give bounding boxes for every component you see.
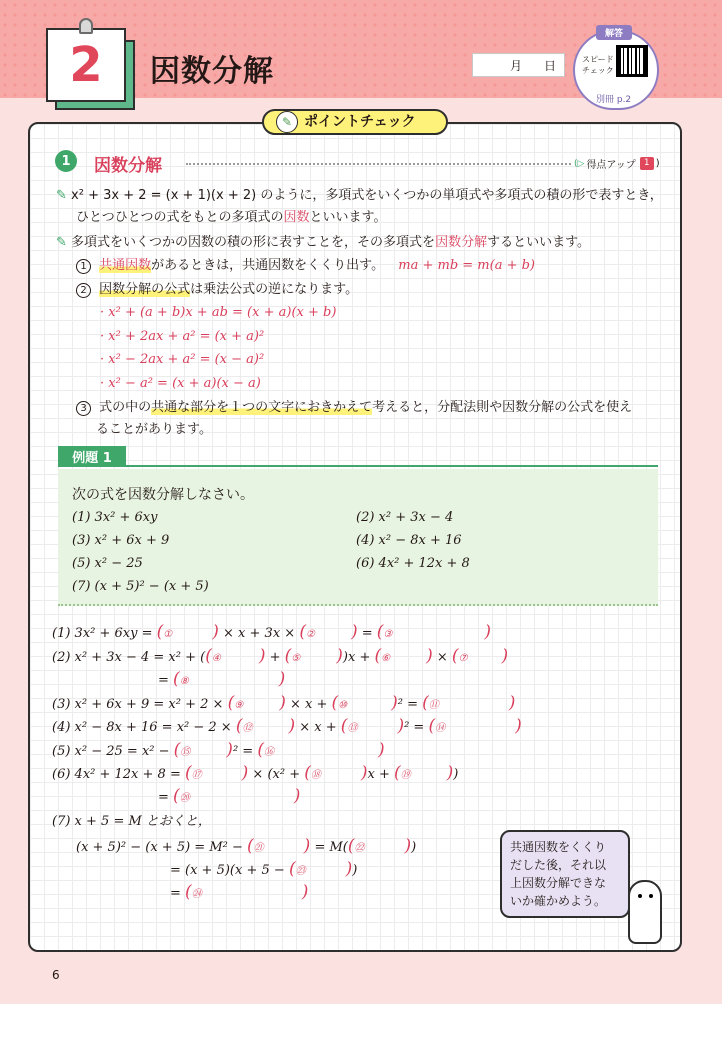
hint-bubble <box>500 830 630 918</box>
blank-2[interactable]: ② <box>305 629 315 640</box>
formula: ma + mb = m(a + b) <box>398 258 536 273</box>
sol-text: = <box>361 626 373 641</box>
blank-1[interactable]: ① <box>163 629 173 640</box>
problem-4: (4) x² − 8x + 16 <box>356 533 462 548</box>
blank-7[interactable]: ⑦ <box>458 653 468 664</box>
solution-2: (2) x² + 3x − 4 = x² + ((④ ) + (⑤ ))x + (⑥ ) × (⑦ ) <box>52 646 509 666</box>
date-month-label: 月 <box>509 58 522 73</box>
term-factorization: 因数分解 <box>435 235 488 250</box>
example-instruction: 次の式を因数分解しなさい。 <box>72 487 254 503</box>
blank-20[interactable]: ⑳ <box>179 793 190 804</box>
solution-1: (1) 3x² + 6xy = (① ) × x + 3x × (② ) = (③ ) <box>52 622 492 642</box>
sol-text: (6) 4x² + 12x + 8 = <box>52 767 181 782</box>
item-1 <box>76 256 535 276</box>
section-number: 1 <box>55 150 77 172</box>
text-seg: があるときは，共通因数をくくり出す。 <box>151 258 385 273</box>
blank-8[interactable]: ⑧ <box>179 676 189 687</box>
qr-label-line2: チェック <box>582 66 614 75</box>
term-substitution: 共通な部分を１つの文字におきかえて <box>151 400 373 415</box>
solution-7c: = (㉔ ) <box>170 882 309 902</box>
term-factor: 因数 <box>283 210 310 225</box>
point-check-label: ポイントチェック <box>304 114 416 130</box>
blank-17[interactable]: ⑰ <box>191 770 202 781</box>
point-check-tab <box>262 109 448 135</box>
qr-label <box>582 54 614 76</box>
clip-icon <box>79 18 93 34</box>
item-3-line2: ることがあります。 <box>96 422 212 437</box>
problem-3: (3) x² + 6x + 9 <box>72 533 170 548</box>
sol-text: (4) x² − 8x + 16 = x² − 2 × <box>52 720 232 735</box>
hint-line-2: だした後，それ以 <box>510 858 607 872</box>
blank-3[interactable]: ③ <box>383 629 393 640</box>
solution-2b: = (⑧ ) <box>158 669 286 689</box>
blank-11[interactable]: ⑪ <box>428 700 439 711</box>
formula-1: · x² + (a + b)x + ab = (x + a)(x + b) <box>100 305 337 320</box>
solution-3: (3) x² + 6x + 9 = x² + 2 × (⑨ ) × x + (⑩ )² = (⑪ ) <box>52 693 516 713</box>
page-bottom <box>0 1004 722 1039</box>
hint-line-4: いか確かめよう。 <box>510 894 607 908</box>
example-tab: 例題 1 <box>58 446 126 466</box>
sol-text: = <box>158 790 169 805</box>
formula-text: x² − a² = (x + a)(x − a) <box>108 376 261 391</box>
formula-text: x² + 2ax + a² = (x + a)² <box>108 329 265 344</box>
term-formula: 因数分解の公式 <box>99 282 191 297</box>
problem-2: (2) x² + 3x − 4 <box>356 510 454 525</box>
chapter-number: 2 <box>46 28 126 102</box>
solution-7a: (x + 5)² − (x + 5) = M² − (㉑ ) = M((㉒ )) <box>76 836 417 856</box>
solution-4: (4) x² − 8x + 16 = x² − 2 × (⑫ ) × x + (⑬ )² = (⑭ ) <box>52 716 522 736</box>
formula-text: x² + (a + b)x + ab = (x + a)(x + b) <box>108 305 337 320</box>
text-seg: するといいます。 <box>487 235 591 250</box>
hint-line-3: 上因数分解できな <box>510 876 607 890</box>
blank-15[interactable]: ⑮ <box>180 747 191 758</box>
pin-icon: ✎ <box>56 235 67 250</box>
sol-text: ² = <box>397 697 418 712</box>
text-seg: は乗法公式の逆になります。 <box>190 282 359 297</box>
section-title: 因数分解 <box>94 156 162 176</box>
blank-19[interactable]: ⑲ <box>400 770 411 781</box>
problem-7: (7) (x + 5)² − (x + 5) <box>72 579 209 594</box>
text-seg: 式の中の <box>99 400 152 415</box>
blank-13[interactable]: ⑬ <box>347 723 358 734</box>
pin-icon: ✎ <box>56 188 67 203</box>
sol-text: × <box>436 650 448 665</box>
ferret-mascot-icon <box>628 880 662 944</box>
blank-9[interactable]: ⑨ <box>234 700 244 711</box>
item-number: 1 <box>76 259 91 274</box>
body-line-1 <box>56 186 663 206</box>
hint-line-1: 共通因数をくくり <box>510 840 607 854</box>
blank-10[interactable]: ⑩ <box>338 700 348 711</box>
sol-text: × x + 3x × <box>223 626 296 641</box>
triangle-icon: (▷ <box>574 158 585 169</box>
text-seg: といいます。 <box>309 210 387 225</box>
page-title: 因数分解 <box>150 54 274 89</box>
solution-5: (5) x² − 25 = x² − (⑮ )² = (⑯ ) <box>52 740 385 760</box>
example-rule <box>58 465 658 467</box>
sol-text: × x + <box>289 697 328 712</box>
sol-text: = M( <box>314 840 348 855</box>
text-seg: ひとつひとつの式をもとの多項式の <box>76 210 284 225</box>
blank-4[interactable]: ④ <box>211 653 221 664</box>
body-line-1b <box>76 208 386 228</box>
solution-6b: = (⑳ ) <box>158 786 301 806</box>
formula-3: · x² − 2ax + a² = (x − a)² <box>100 352 265 367</box>
formula-2: · x² + 2ax + a² = (x + a)² <box>100 329 265 344</box>
problem-1: (1) 3x² + 6xy <box>72 510 158 525</box>
sol-text: (x + 5)² − (x + 5) = M² − <box>76 840 243 855</box>
blank-6[interactable]: ⑥ <box>381 653 391 664</box>
section-divider <box>186 163 571 165</box>
blank-5[interactable]: ⑤ <box>291 653 301 664</box>
sol-text: (1) 3x² + 6xy = <box>52 626 153 641</box>
blank-21[interactable]: ㉑ <box>253 843 264 854</box>
text-seg: 多項式をいくつかの因数の積の形に表すことを，その多項式を <box>71 235 436 250</box>
blank-24[interactable]: ㉔ <box>191 889 202 900</box>
formula-4: · x² − a² = (x + a)(x − a) <box>100 376 261 391</box>
sol-text: ² = <box>404 720 425 735</box>
blank-16[interactable]: ⑯ <box>263 747 274 758</box>
formula-text: x² − 2ax + a² = (x − a)² <box>108 352 265 367</box>
sol-text: x + <box>367 767 390 782</box>
answer-tag: 解答 <box>596 25 632 40</box>
page-number: 6 <box>52 968 60 982</box>
answer-ref: 別冊 p.2 <box>596 95 632 105</box>
solution-7: (7) x + 5 = M とおくと， <box>52 814 211 829</box>
score-ref-label: 得点アップ <box>586 160 636 171</box>
sol-text: ² = <box>232 744 254 759</box>
term-common-factor: 共通因数 <box>99 258 152 273</box>
sol-text: × x + <box>299 720 337 735</box>
sol-text: = <box>158 673 169 688</box>
date-field[interactable] <box>472 53 565 77</box>
solution-7b: = (x + 5)(x + 5 − (㉓ )) <box>170 859 358 879</box>
body-line-2 <box>56 233 590 253</box>
problem-5: (5) x² − 25 <box>72 556 143 571</box>
score-ref[interactable]: (▷ 得点アップ 1 ) <box>574 158 660 171</box>
sol-text: = (x + 5)(x + 5 − <box>170 863 285 878</box>
pushpin-icon: ✎ <box>276 111 298 133</box>
sol-text: + <box>269 650 281 665</box>
date-day-label: 日 <box>543 58 556 73</box>
sol-text: × (x² + <box>252 767 301 782</box>
sol-text: (3) x² + 6x + 9 = x² + 2 × <box>52 697 224 712</box>
sol-text: = <box>170 886 181 901</box>
item-3 <box>76 398 632 418</box>
sol-text: (5) x² − 25 = x² − <box>52 744 170 759</box>
solution-6: (6) 4x² + 12x + 8 = (⑰ ) × (x² + (⑱ )x + (⑲ )) <box>52 763 459 783</box>
item-2 <box>76 280 358 300</box>
body-line-1a: x² + 3x + 2 = (x + 1)(x + 2) のように，多項式をいくつかの単項式や多項式の積の形で表すとき， <box>71 188 663 203</box>
blank-12[interactable]: ⑫ <box>242 723 253 734</box>
sol-text: x + <box>347 650 375 665</box>
blank-18[interactable]: ⑱ <box>310 770 321 781</box>
blank-23[interactable]: ㉓ <box>295 866 306 877</box>
blank-14[interactable]: ⑭ <box>435 723 446 734</box>
item-number: 2 <box>76 283 91 298</box>
qr-code-icon[interactable] <box>616 45 648 77</box>
problem-6: (6) 4x² + 12x + 8 <box>356 556 470 571</box>
blank-22[interactable]: ㉒ <box>354 843 365 854</box>
score-ref-num: 1 <box>640 157 654 170</box>
item-number: 3 <box>76 401 91 416</box>
qr-label-line1: スピード <box>582 55 614 64</box>
text-seg: 考えると，分配法則や因数分解の公式を使え <box>372 400 633 415</box>
sol-text: (2) x² + 3x − 4 = x² + ( <box>52 650 206 665</box>
